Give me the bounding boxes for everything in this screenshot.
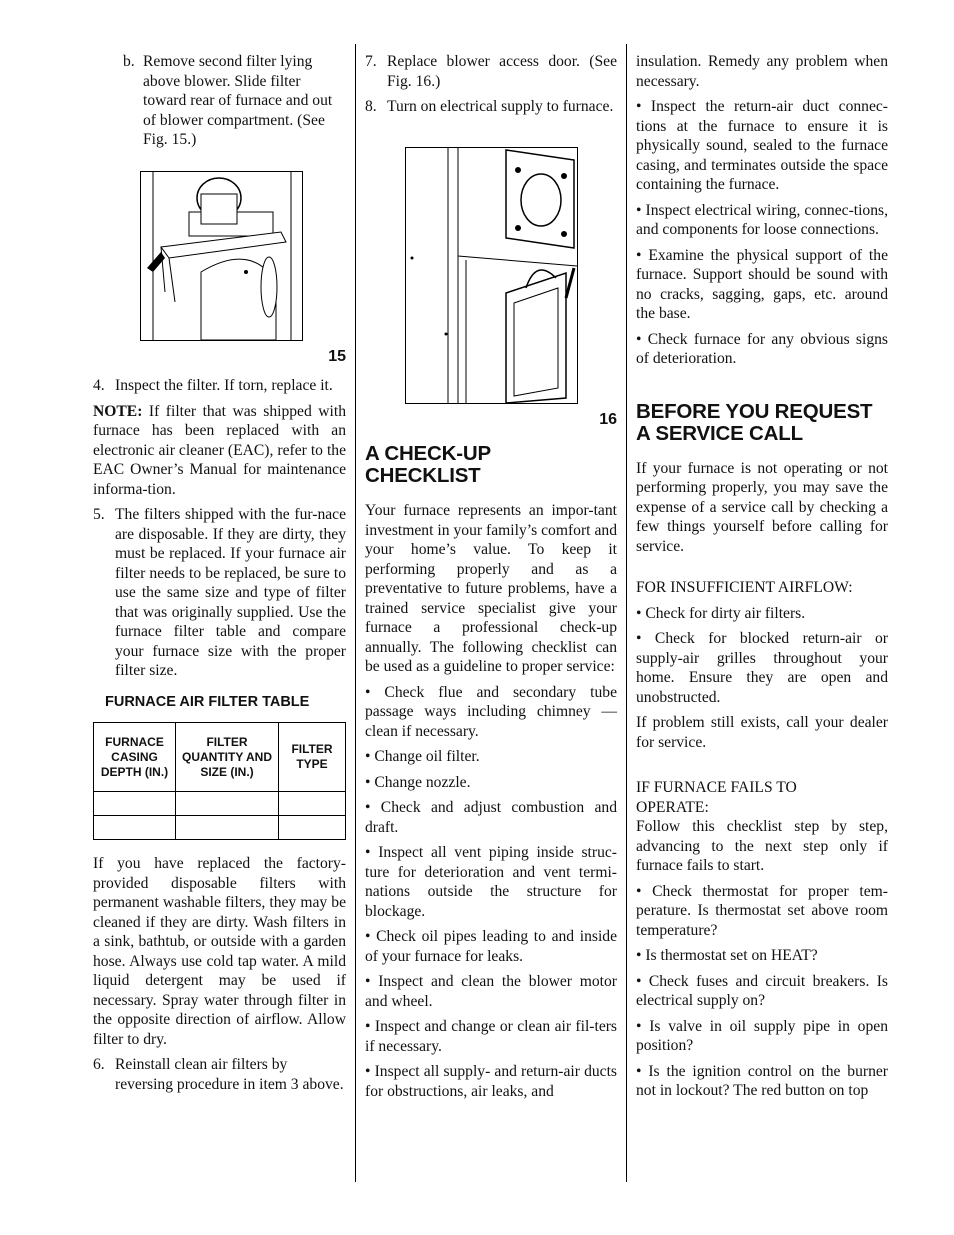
col-header-filter-type: FILTER TYPE	[279, 723, 346, 792]
step-text: Replace blower access door. (See Fig. 16.)	[387, 53, 617, 90]
col-header-casing-depth: FURNACE CASING DEPTH (IN.)	[94, 723, 176, 792]
note-text: If filter that was shipped with furnace has been replaced with an electronic air cleaner (EAC), refer to the EAC Owner’s Manual for maintenance informa-tion.	[93, 402, 346, 498]
figure-15-label: 15	[328, 347, 346, 365]
checklist-item: • Check for blocked return-air or supply-air grilles throughout your home. Ensure they are open and unobstructed.	[636, 630, 888, 706]
step-number: b.	[123, 53, 135, 70]
checklist-item: • Inspect the return-air duct connec-tions at the furnace to ensure it is physically sound, sealed to the furnace casing, and terminates outside the space containing the furnace.	[636, 98, 888, 193]
checklist-item: • Examine the physical support of the furnace. Support should be sound with no cracks, sagging, gaps, etc. around the base.	[636, 246, 888, 322]
table-cell	[176, 792, 279, 816]
note-paragraph	[93, 402, 346, 500]
step-text: Remove second filter lying above blower. Slide filter toward rear of furnace and out of blower compartment. (See Fig. 15.)	[143, 53, 333, 148]
table-cell	[176, 816, 279, 840]
checklist-item: • Check fuses and circuit breakers. Is electrical supply on?	[636, 972, 888, 1009]
checklist-item: • Inspect electrical wiring, connec-tions, and components for loose connections.	[636, 201, 888, 238]
airflow-subheading: FOR INSUFFICIENT AIRFLOW:	[636, 579, 853, 596]
step-text: Reinstall clean air filters by reversing procedure in item 3 above.	[115, 1056, 344, 1093]
checklist-item: • Check flue and secondary tube passage ways including chimney — clean if necessary.	[365, 683, 617, 740]
table-cell	[94, 816, 176, 840]
step-number: 8.	[365, 98, 377, 115]
step-8	[365, 97, 617, 117]
column-3	[636, 52, 888, 1107]
checklist-item: • Inspect all vent piping inside struc-ture for deterioration and vent termi-nations outside the structure for blockage.	[365, 844, 617, 920]
column-rule-2	[626, 44, 627, 1182]
figure-15	[140, 171, 303, 341]
checklist-item: • Check for dirty air filters.	[636, 604, 806, 622]
table-row	[94, 816, 346, 840]
table-cell	[279, 792, 346, 816]
airflow-followup: If problem still exists, call your dealer for service.	[636, 714, 888, 751]
checklist-item: • Is valve in oil supply pipe in open position?	[636, 1017, 888, 1054]
step-7	[365, 52, 617, 91]
step-number: 5.	[93, 506, 105, 523]
filter-table	[93, 722, 346, 840]
checklist-item: • Is thermostat set on HEAT?	[636, 947, 818, 964]
checklist-item: • Check oil pipes leading to and inside of your furnace for leaks.	[365, 928, 617, 965]
checklist-item: • Inspect and change or clean air fil-ters if necessary.	[365, 1018, 617, 1055]
checklist-item: • Inspect and clean the blower motor and wheel.	[365, 973, 617, 1010]
note-label: NOTE:	[93, 402, 143, 420]
blower-door-illustration	[406, 148, 577, 403]
figure-16-label: 16	[599, 410, 617, 428]
column-1	[93, 52, 346, 1100]
step-text: The filters shipped with the fur-nace are disposable. If they are dirty, they must be replaced. If your furnace air filter needs to be replaced, be sure to use the same size and type of filter that was originally supplied. Use the furnace filter table and compare your furnace size with the proper filter size.	[115, 506, 346, 679]
checkup-heading: A CHECK-UP CHECKLIST	[365, 442, 491, 487]
table-row	[94, 792, 346, 816]
step-number: 4.	[93, 377, 105, 394]
table-cell	[94, 792, 176, 816]
fails-intro: Follow this checklist step by step, advancing to the next step only if furnace fails to start.	[636, 818, 888, 874]
table-header-row	[94, 723, 346, 792]
checkup-intro: Your furnace represents an impor-tant investment in your family’s comfort and your home’s value. To keep it performing properly and as a preventative to future problems, have a trained service specialist give your furnace a professional check-up annually. The following checklist can be used as a guideline to proper service:	[365, 502, 617, 675]
service-call-intro: If your furnace is not operating or not performing properly, you may save the expense of a service call by checking a few things yourself before calling for service.	[636, 459, 888, 555]
step-text: Inspect the filter. If torn, replace it.	[115, 377, 333, 394]
continued-text: insulation. Remedy any problem when necessary.	[636, 53, 888, 90]
step-number: 6.	[93, 1056, 105, 1073]
step-text: Turn on electrical supply to furnace.	[387, 98, 614, 115]
checklist-item: • Inspect all supply- and return-air ducts for obstructions, air leaks, and	[365, 1063, 617, 1100]
column-rule-1	[355, 44, 356, 1182]
column-2	[365, 52, 617, 1107]
step-number: 7.	[365, 53, 377, 70]
checklist-item: • Change nozzle.	[365, 773, 471, 791]
fails-subheading: IF FURNACE FAILS TO OPERATE:	[636, 779, 797, 816]
step-5	[93, 505, 346, 681]
filter-removal-illustration	[141, 172, 302, 340]
filter-table-title: FURNACE AIR FILTER TABLE	[105, 693, 310, 710]
service-call-heading: BEFORE YOU REQUEST A SERVICE CALL	[636, 399, 873, 445]
checklist-item: • Check thermostat for proper tem-perature. Is thermostat set above room temperature?	[636, 882, 888, 939]
step-6	[93, 1055, 346, 1094]
checklist-item: • Is the ignition control on the burner not in lockout? The red button on top	[636, 1062, 888, 1099]
step-4	[93, 376, 346, 396]
checklist-item: • Check and adjust combustion and draft.	[365, 799, 617, 836]
checklist-item: • Change oil filter.	[365, 748, 480, 765]
checklist-item: • Check furnace for any obvious signs of deterioration.	[636, 330, 888, 367]
figure-16	[405, 147, 578, 404]
table-cell	[279, 816, 346, 840]
step-b	[123, 52, 346, 150]
washable-filters-paragraph: If you have replaced the factory-provided disposable filters with permanent washable filters, they may be cleaned if they are dirty. Wash filters in a sink, bathtub, or outside with a garden hose. Always use cold tap water. A mild liquid detergent may be used if necessary. Spray water through filter in the opposite direction of airflow. Allow filter to dry.	[93, 855, 346, 1048]
col-header-filter-size: FILTER QUANTITY AND SIZE (IN.)	[176, 723, 279, 792]
